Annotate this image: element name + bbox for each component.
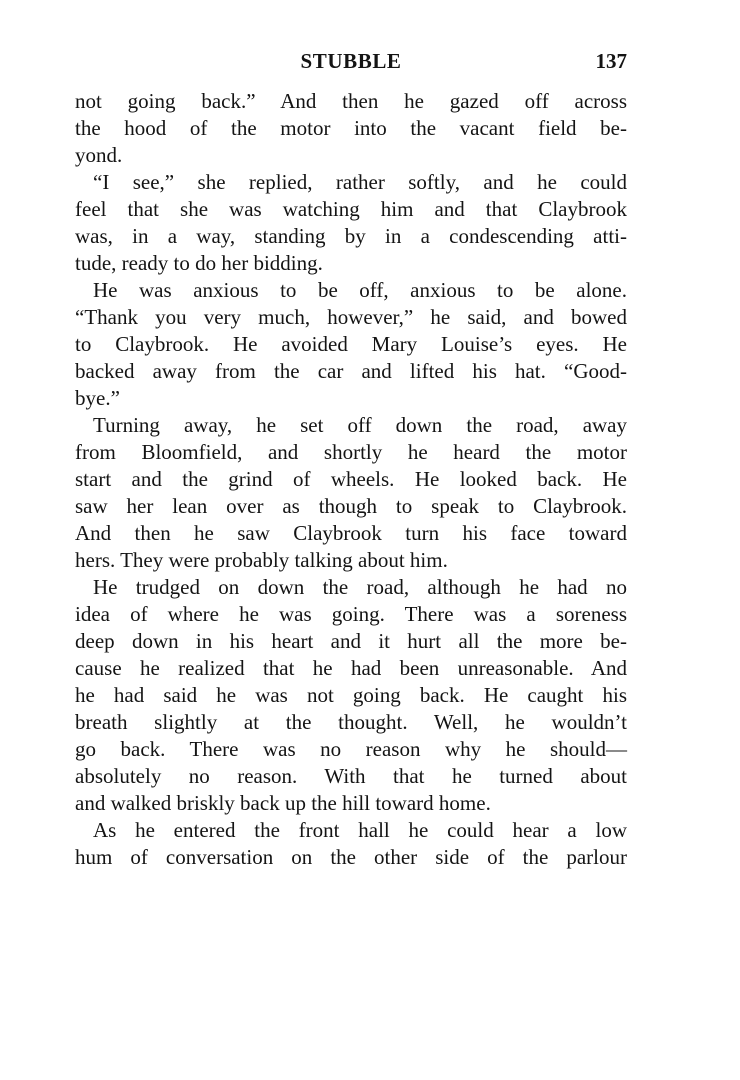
text-line: bye.” bbox=[75, 386, 120, 410]
text-line: go back. There was no reason why he should— bbox=[75, 737, 627, 761]
text-line: was, in a way, standing by in a condescending atti- bbox=[75, 224, 627, 248]
text-line: feel that she was watching him and that Claybrook bbox=[75, 197, 627, 221]
text-line: hum of conversation on the other side of the parlour bbox=[75, 845, 627, 869]
text-line: from Bloomfield, and shortly he heard the motor bbox=[75, 440, 627, 464]
text-line: not going back.” And then he gazed off across bbox=[75, 89, 627, 113]
text-line: saw her lean over as though to speak to Claybrook. bbox=[75, 494, 627, 518]
text-line: absolutely no reason. With that he turned about bbox=[75, 764, 627, 788]
text-line: He trudged on down the road, although he had no bbox=[93, 575, 627, 599]
text-line: the hood of the motor into the vacant field be- bbox=[75, 116, 627, 140]
text-line: backed away from the car and lifted his hat. “Good- bbox=[75, 359, 627, 383]
text-line: start and the grind of wheels. He looked back. He bbox=[75, 467, 627, 491]
text-line: “I see,” she replied, rather softly, and he could bbox=[93, 170, 627, 194]
text-line: hers. They were probably talking about him. bbox=[75, 548, 448, 572]
text-line: idea of where he was going. There was a soreness bbox=[75, 602, 627, 626]
text-line: cause he realized that he had been unreasonable. And bbox=[75, 656, 627, 680]
text-line: yond. bbox=[75, 143, 123, 167]
text-line: and walked briskly back up the hill toward home. bbox=[75, 791, 491, 815]
running-head bbox=[75, 49, 627, 77]
page-number: 137 bbox=[595, 49, 627, 73]
text-line: “Thank you very much, however,” he said, and bowed bbox=[75, 305, 627, 329]
body-text bbox=[75, 88, 627, 871]
text-line: Turning away, he set off down the road, away bbox=[93, 413, 627, 437]
text-line: And then he saw Claybrook turn his face toward bbox=[75, 521, 627, 545]
text-line: deep down in his heart and it hurt all the more be- bbox=[75, 629, 627, 653]
text-line: he had said he was not going back. He caught his bbox=[75, 683, 627, 707]
text-line: He was anxious to be off, anxious to be alone. bbox=[93, 278, 627, 302]
text-line: breath slightly at the thought. Well, he wouldn’t bbox=[75, 710, 627, 734]
text-line: tude, ready to do her bidding. bbox=[75, 251, 323, 275]
running-title: STUBBLE bbox=[300, 49, 402, 73]
text-line: As he entered the front hall he could hear a low bbox=[93, 818, 627, 842]
text-line: to Claybrook. He avoided Mary Louise’s eyes. He bbox=[75, 332, 627, 356]
